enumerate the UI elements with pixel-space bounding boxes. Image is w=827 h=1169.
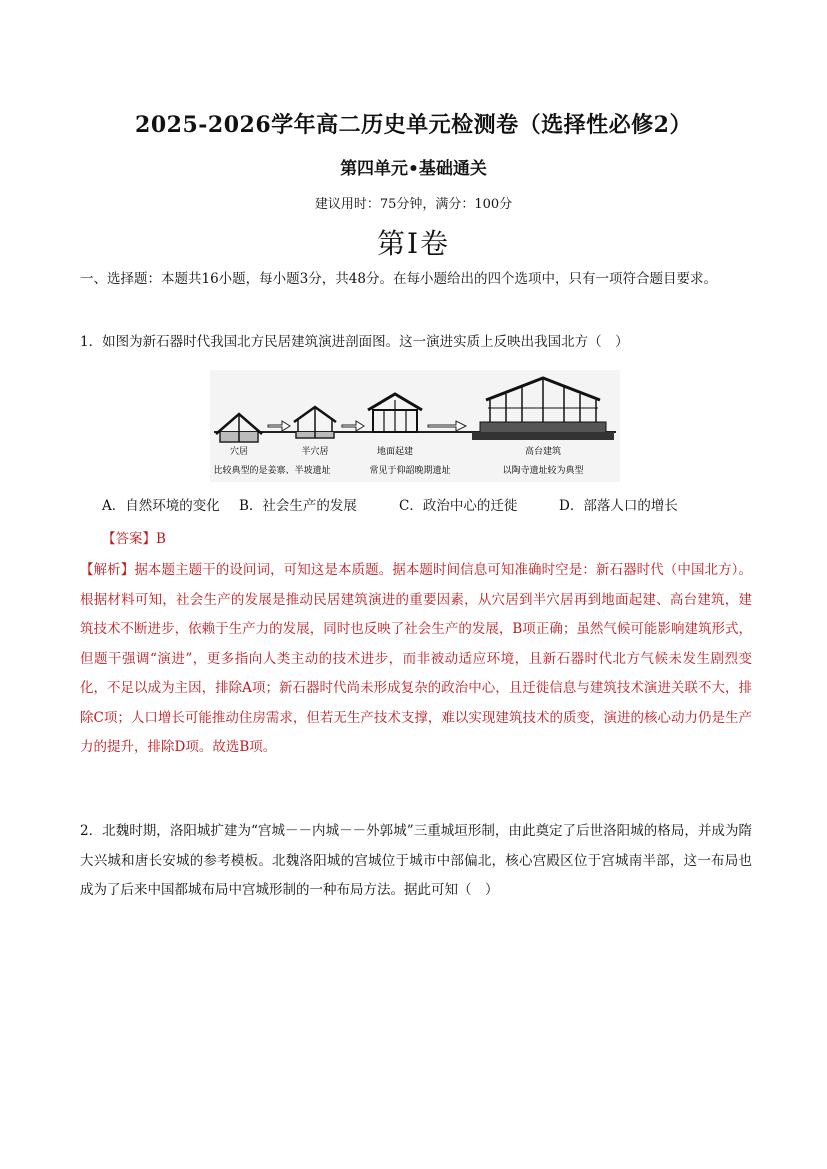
answer-value: B (156, 531, 166, 547)
figure-caption-3: 以陶寺遗址较为典型 (502, 466, 584, 476)
time-score-note: 建议用时：75分钟，满分：100分 (314, 197, 513, 212)
option-c: C．政治中心的迁徙 (399, 498, 518, 514)
figure-caption-2: 常见于仰韶晚期遗址 (369, 466, 451, 476)
answer-label: 【答案】 (102, 531, 156, 547)
question-1-stem: 1．如图为新石器时代我国北方民居建筑演进剖面图。这一演进实质上反映出我国北方（ ） (80, 334, 629, 350)
option-a: A．自然环境的变化 (102, 498, 220, 514)
analysis-text: 据本题主题干的设问词，可知这是本质题。据本题时间信息可知准确时空是：新石器时代（中国北方）。根据材料可知，社会生产的发展是推动民居建筑演进的重要因素，从穴居到半穴居再到地面起建、高台建筑，建筑技术不断进步，依赖于生产力的发展，同时也反映了社会生产的发展，B项正确；虽然气候可能影响建筑形式，但题干强调“演进”，更多指向人类主动的技术进步，而非被动适应环境，且新石器时代北方气候未发生剧烈变化，不足以成为主因，排除A项；新石器时代尚未形成复杂的政治中心，且迁徙信息与建筑技术演进关联不大，排除C项；人口增长可能推动住房需求，但若无生产技术支撑，难以实现建筑技术的质变，演进的核心动力仍是生产力的提升，排除D项。故选B项。 (80, 562, 753, 755)
figure-label-semi-pit: 半穴居 (301, 447, 329, 457)
document-title: 2025-2026学年高二历史单元检测卷（选择性必修2） (135, 112, 692, 138)
option-b: B．社会生产的发展 (239, 498, 357, 514)
analysis-label: 【解析】 (80, 562, 135, 578)
option-d: D．部落人口的增长 (559, 498, 678, 514)
figure-label-pit: 穴居 (229, 447, 249, 457)
question-1-options (102, 492, 678, 520)
section-instructions: 一、选择题：本题共16小题，每小题3分，共48分。在每小题给出的四个选项中，只有一项符合题目要求。 (80, 271, 717, 287)
unit-subtitle: 第四单元•基础通关 (340, 159, 487, 179)
question-2-stem: 2．北魏时期，洛阳城扩建为“宫城－－内城－－外郭城”三重城垣形制，由此奠定了后世洛阳城的格局，并成为隋大兴城和唐长安城的参考模板。北魏洛阳城的宫城位于城市中部偏北，核心宫殿区位于宫城南半部，这一布局也成为了后来中国都城布局中宫城形制的一种布局方法。据此可知（ ） (80, 823, 752, 898)
figure-label-platform: 高台建筑 (524, 447, 562, 457)
figure-label-ground: 地面起建 (376, 447, 414, 457)
question-1-answer (102, 525, 166, 553)
dwelling-evolution-figure (210, 370, 620, 482)
volume-heading: 第Ⅰ卷 (376, 227, 451, 260)
figure-caption-1: 比较典型的是姜寨、半坡遗址 (213, 466, 331, 476)
question-1-analysis (80, 556, 752, 763)
